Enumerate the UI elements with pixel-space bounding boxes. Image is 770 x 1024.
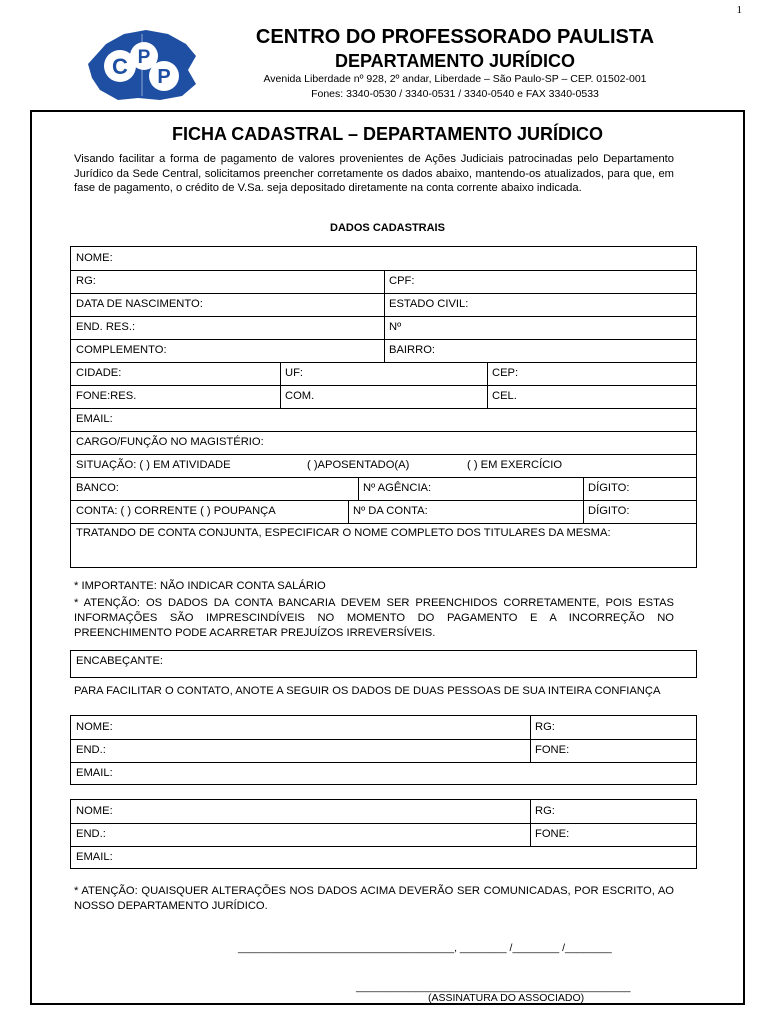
form-intro: Visando facilitar a forma de pagamento de valores provenientes de Ações Judiciais patrocinadas pelo Departamento Jurídico da Sede Central, solicitamos preencher corretamente os dados abaixo, mantendo-os atualizados, para que, em fase de pagamento, o crédito de V.Sa. seja depositado diretamente na conta corrente abaixo indicada. — [74, 153, 674, 194]
account-number-field[interactable]: Nº DA CONTA: — [353, 505, 428, 517]
contact-1-phone-field[interactable]: FONE: — [535, 744, 570, 756]
contact-2-name-field[interactable]: NOME: — [76, 805, 113, 817]
signature-label: (ASSINATURA DO ASSOCIADO) — [428, 992, 585, 1004]
home-phone-field[interactable]: FONE:RES. — [76, 390, 137, 402]
section-title: DADOS CADASTRAIS — [330, 222, 445, 234]
status-active-option[interactable]: SITUAÇÃO: ( ) EM ATIVIDADE — [76, 459, 231, 471]
attention-note: * ATENÇÃO: OS DADOS DA CONTA BANCARIA DEVEM SER PREENCHIDOS CORRETAMENTE, POIS ESTAS INFORMAÇÕES SÃO IMPRESCINDÍVEIS NO MOMENTO DO PAGAMENTO E A INCORREÇÃO NO PREENCHIMENTO PODE ACARRETAR PREJUÍZOS IRREVERSÍVEIS. — [74, 597, 674, 639]
encabecante-box — [70, 650, 697, 678]
contact-2-table — [70, 799, 697, 869]
contact-1-address-field[interactable]: END.: — [76, 744, 106, 756]
marital-status-field[interactable]: ESTADO CIVIL: — [389, 298, 469, 310]
cell-phone-field[interactable]: CEL. — [492, 390, 517, 402]
address-field[interactable]: END. RES.: — [76, 321, 136, 333]
zip-field[interactable]: CEP: — [492, 367, 519, 379]
complement-field[interactable]: COMPLEMENTO: — [76, 344, 167, 356]
org-phones: Fones: 3340-0530 / 3340-0531 / 3340-0540 e FAX 3340-0533 — [311, 88, 599, 100]
contact-2-phone-field[interactable]: FONE: — [535, 828, 570, 840]
branch-digit-field[interactable]: DÍGITO: — [588, 482, 630, 494]
account-digit-field[interactable]: DÍGITO: — [588, 505, 630, 517]
email-field[interactable]: EMAIL: — [76, 413, 113, 425]
department-title: DEPARTAMENTO JURÍDICO — [334, 51, 575, 71]
contact-2-address-field[interactable]: END.: — [76, 828, 106, 840]
page-number: 1 — [736, 4, 742, 16]
state-field[interactable]: UF: — [285, 367, 304, 379]
org-title: CENTRO DO PROFESSORADO PAULISTA — [255, 26, 655, 48]
work-phone-field[interactable]: COM. — [285, 390, 315, 402]
position-field[interactable]: CARGO/FUNÇÃO NO MAGISTÉRIO: — [76, 436, 264, 448]
contact-1-rg-field[interactable]: RG: — [535, 721, 555, 733]
final-attention-note: * ATENÇÃO: QUAISQUER ALTERAÇÕES NOS DADOS ACIMA DEVERÃO SER COMUNICADAS, POR ESCRITO, AO NOSSO DEPARTAMENTO JURÍDICO. — [74, 885, 674, 912]
important-note: * IMPORTANTE: NÃO INDICAR CONTA SALÁRIO — [74, 580, 326, 592]
status-exercising-option[interactable]: ( ) EM EXERCÍCIO — [467, 459, 563, 471]
status-retired-option[interactable]: ( )APOSENTADO(A) — [307, 459, 410, 471]
city-field[interactable]: CIDADE: — [76, 367, 122, 379]
contact-2-rg-field[interactable]: RG: — [535, 805, 555, 817]
cpp-logo — [84, 26, 200, 102]
form-title: FICHA CADASTRAL – DEPARTAMENTO JURÍDICO — [171, 124, 603, 144]
contact-1-email-field[interactable]: EMAIL: — [76, 767, 113, 779]
branch-field[interactable]: Nº AGÊNCIA: — [363, 482, 432, 494]
account-type-option[interactable]: CONTA: ( ) CORRENTE ( ) POUPANÇA — [76, 505, 276, 517]
cpf-field[interactable]: CPF: — [389, 275, 415, 287]
encabecante-field[interactable]: ENCABEÇANTE: — [76, 655, 164, 667]
svg-text:P: P — [137, 47, 151, 68]
bank-field[interactable]: BANCO: — [76, 482, 119, 494]
birthdate-field[interactable]: DATA DE NASCIMENTO: — [76, 298, 203, 310]
org-address: Avenida Liberdade nº 928, 2º andar, Liberdade – São Paulo-SP – CEP. 01502-001 — [263, 73, 647, 85]
svg-text:P: P — [157, 66, 171, 88]
rg-field[interactable]: RG: — [76, 275, 96, 287]
signature-line[interactable]: _______________________________________________ — [356, 981, 631, 993]
contact-1-name-field[interactable]: NOME: — [76, 721, 113, 733]
cadastral-data-table — [70, 246, 697, 568]
place-date-line[interactable]: _____________________________________, ________ /________ /________ — [238, 942, 612, 954]
joint-account-field[interactable]: TRATANDO DE CONTA CONJUNTA, ESPECIFICAR O NOME COMPLETO DOS TITULARES DA MESMA: — [76, 527, 611, 539]
contacts-intro: PARA FACILITAR O CONTATO, ANOTE A SEGUIR OS DADOS DE DUAS PESSOAS DE SUA INTEIRA CONFIANÇA — [74, 685, 661, 697]
contact-1-table — [70, 715, 697, 785]
svg-text:C: C — [112, 54, 128, 79]
nome-field[interactable]: NOME: — [76, 252, 113, 264]
neighborhood-field[interactable]: BAIRRO: — [389, 344, 436, 356]
address-number-field[interactable]: Nº — [389, 321, 402, 333]
contact-2-email-field[interactable]: EMAIL: — [76, 851, 113, 863]
